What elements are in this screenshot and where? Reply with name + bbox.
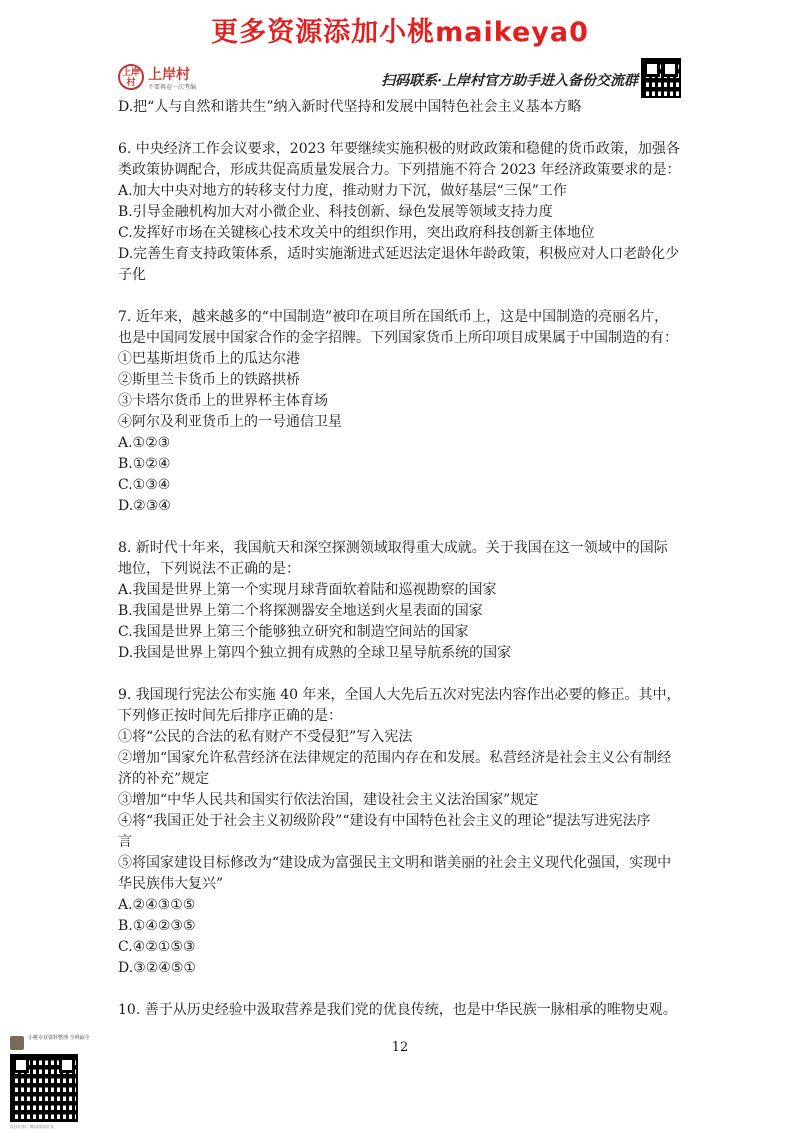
text-line: 华民族伟大复兴” xyxy=(118,876,224,892)
promo-banner: 更多资源添加小桃maikeya0 xyxy=(211,17,589,48)
text-line: A.①②③ xyxy=(118,435,171,451)
text-line: B.①②④ xyxy=(118,456,171,472)
document-body xyxy=(118,97,688,1021)
paragraph-gap xyxy=(118,517,688,538)
avatar xyxy=(10,1036,24,1050)
paragraph-gap xyxy=(118,286,688,307)
text-line: ③增加“中华人民共和国实行依法治国，建设社会主义法治国家”规定 xyxy=(118,792,539,808)
text-line: ③卡塔尔货币上的世界杯主体育场 xyxy=(118,393,328,409)
logo-name: 上岸村 xyxy=(148,67,190,83)
text-line: 9. 我国现行宪法公布实施 40 年来，全国人大先后五次对宪法内容作出必要的修正。其中， xyxy=(118,687,681,703)
text-line: ②斯里兰卡货币上的铁路拱桥 xyxy=(118,372,300,388)
footer-qr-code-icon[interactable] xyxy=(10,1054,78,1122)
text-line: 下列修正按时间先后排序正确的是： xyxy=(118,708,342,724)
text-line: 8. 新时代十年来，我国航天和深空探测领域取得重大成就。关于我国在这一领域中的国际 xyxy=(118,540,668,556)
page-number: 12 xyxy=(391,1040,409,1055)
text-line: 6. 中央经济工作会议要求，2023 年要继续实施积极的财政政策和稳健的货币政策，加强各 xyxy=(118,141,680,157)
text-line: D.②③④ xyxy=(118,498,171,514)
paragraph-gap xyxy=(118,664,688,685)
text-line: ②增加“国家允许私营经济在法律规定的范围内存在和发展。私营经济是社会主义公有制经 xyxy=(118,750,672,766)
text-line: D.完善生育支持政策体系，适时实施渐进式延迟法定退休年龄政策，积极应对人口老龄化少 xyxy=(118,246,680,262)
text-line: 也是中国同发展中国家合作的金字招牌。下列国家货币上所印项目成果属于中国制造的有： xyxy=(118,330,678,346)
text-line: D.把“人与自然和谐共生”纳入新时代坚持和发展中国特色社会主义基本方略 xyxy=(118,99,582,115)
text-line: 类政策协调配合，形成共促高质量发展合力。下列措施不符合 2023 年经济政策要求的是： xyxy=(118,162,681,178)
text-line: A.②④③①⑤ xyxy=(118,897,196,913)
text-line: 言 xyxy=(118,834,132,850)
paragraph-gap xyxy=(118,979,688,1000)
text-line: 10. 善于从历史经验中汲取营养是我们党的优良传统，也是中华民族一脉相承的唯物史观。 xyxy=(118,1002,677,1018)
text-line: ⑤将国家建设目标修改为“建设成为富强民主文明和谐美丽的社会主义现代化强国，实现中 xyxy=(118,855,672,871)
text-line: 地位，下列说法不正确的是： xyxy=(118,561,300,577)
text-line: 济的补充”规定 xyxy=(118,771,210,787)
text-line: ①将“公民的合法的私有财产不受侵犯”写入宪法 xyxy=(118,729,413,745)
text-line: ①巴基斯坦货币上的瓜达尔港 xyxy=(118,351,300,367)
qr-code-icon[interactable] xyxy=(641,58,681,98)
footer-caption: 长按识别二维码添加好友 xyxy=(10,1124,54,1129)
text-line: ④阿尔及利亚货币上的一号通信卫星 xyxy=(118,414,342,430)
text-line: C.④②①⑤③ xyxy=(118,939,196,955)
header-note: 扫码联系·上岸村官方助手进入备份交流群 xyxy=(381,73,638,89)
paragraph-gap xyxy=(118,118,688,139)
text-line: C.发挥好市场在关键核心技术攻关中的组织作用，突出政府科技创新主体地位 xyxy=(118,225,595,241)
text-line: 7. 近年来，越来越多的“中国制造”被印在项目所在国纸币上，这是中国制造的亮丽名片， xyxy=(118,309,669,325)
text-line: 子化 xyxy=(118,267,146,283)
text-line: B.我国是世界上第二个将探测器安全地送到火星表面的国家 xyxy=(118,603,483,619)
text-line: A.我国是世界上第一个实现月球背面软着陆和巡视勘察的国家 xyxy=(118,582,497,598)
footer-title: 小桃专业资料整理 全网最全 xyxy=(28,1035,90,1041)
logo-slogan: 不要再卷一次考编 xyxy=(148,84,197,91)
text-line: D.③②④⑤① xyxy=(118,960,196,976)
logo-seal-icon: 上岸村 xyxy=(118,64,144,90)
text-line: C.我国是世界上第三个能够独立研究和制造空间站的国家 xyxy=(118,624,469,640)
text-line: D.我国是世界上第四个独立拥有成熟的全球卫星导航系统的国家 xyxy=(118,645,512,661)
brand-logo xyxy=(118,64,202,94)
text-line: A.加大中央对地方的转移支付力度，推动财力下沉，做好基层“三保”工作 xyxy=(118,183,567,199)
text-line: B.引导金融机构加大对小微企业、科技创新、绿色发展等领域支持力度 xyxy=(118,204,553,220)
text-line: C.①③④ xyxy=(118,477,171,493)
text-line: B.①④②③⑤ xyxy=(118,918,196,934)
text-line: ④将“我国正处于社会主义初级阶段”“建设有中国特色社会主义的理论”提法写进宪法序 xyxy=(118,813,651,829)
